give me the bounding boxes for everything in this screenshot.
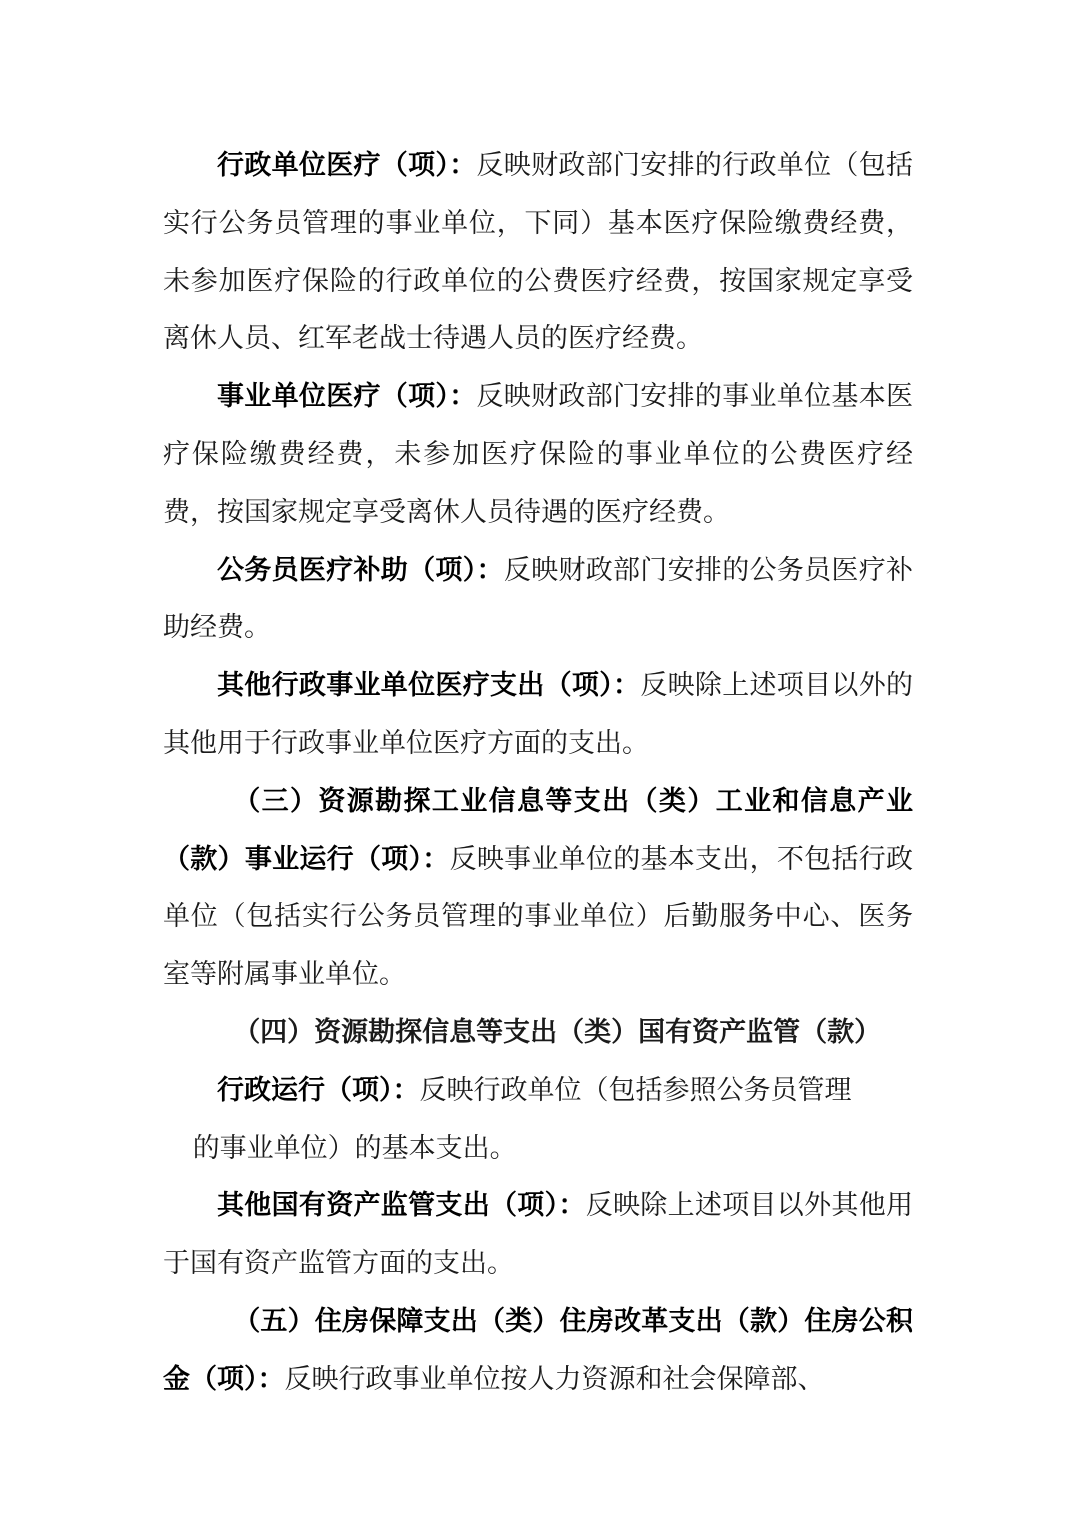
paragraph-other-medical — [163, 657, 913, 773]
term-description: 反映事业单位的基本支出，不包括行政单位（包括实行公务员管理的事业单位）后勤服务中心、医务室等附属事业单位。 — [163, 843, 914, 991]
term-description: 反映行政事业单位按人力资源和社会保障部、 — [284, 1363, 825, 1395]
document-body — [163, 137, 913, 1409]
paragraph-section-five — [163, 1293, 913, 1409]
paragraph-other-state-assets — [163, 1177, 913, 1293]
term-description: 反映财政部门安排的事业单位基本医疗保险缴费经费，未参加医疗保险的事业单位的公费医疗经费，按国家规定享受离休人员待遇的医疗经费。 — [163, 381, 913, 528]
term-label: 事业单位医疗（项）： — [217, 381, 477, 413]
term-description: 反映行政单位（包括参照公务员管理 — [419, 1074, 852, 1106]
paragraph-institution-medical — [163, 368, 913, 541]
term-description: 反映除上述项目以外其他用于国有资产监管方面的支出。 — [163, 1190, 914, 1280]
section-heading: （三）资源勘探工业信息等支出（类）工业和信息产业（款）事业运行（项）： — [163, 785, 913, 875]
term-label: 其他国有资产监管支出（项）： — [217, 1190, 586, 1222]
paragraph-admin-medical — [163, 137, 913, 368]
term-description: 反映财政部门安排的公务员医疗补助经费。 — [163, 554, 914, 644]
paragraph-section-three — [163, 773, 913, 1004]
term-description-continuation: 的事业单位）的基本支出。 — [192, 1132, 517, 1164]
section-heading: （四）资源勘探信息等支出（类）国有资产监管（款） — [233, 1016, 882, 1048]
paragraph-admin-operation — [163, 1062, 913, 1178]
term-label: 其他行政事业单位医疗支出（项）： — [217, 670, 641, 702]
term-label: 行政运行（项）： — [217, 1074, 420, 1106]
term-label: 公务员医疗补助（项）： — [217, 554, 504, 586]
term-description: 反映除上述项目以外的其他用于行政事业单位医疗方面的支出。 — [163, 670, 914, 759]
section-heading: （五）住房保障支出（类）住房改革支出（款）住房公积金（项）： — [163, 1305, 913, 1395]
term-description: 反映财政部门安排的行政单位（包括实行公务员管理的事业单位，下同）基本医疗保险缴费经费，未参加医疗保险的行政单位的公费医疗经费，按国家规定享受离休人员、红军老战士待遇人员的医疗经费。 — [163, 150, 913, 355]
paragraph-civil-servant-subsidy — [163, 542, 913, 658]
term-label: 行政单位医疗（项）： — [217, 150, 477, 181]
section-four-heading — [163, 1004, 913, 1062]
